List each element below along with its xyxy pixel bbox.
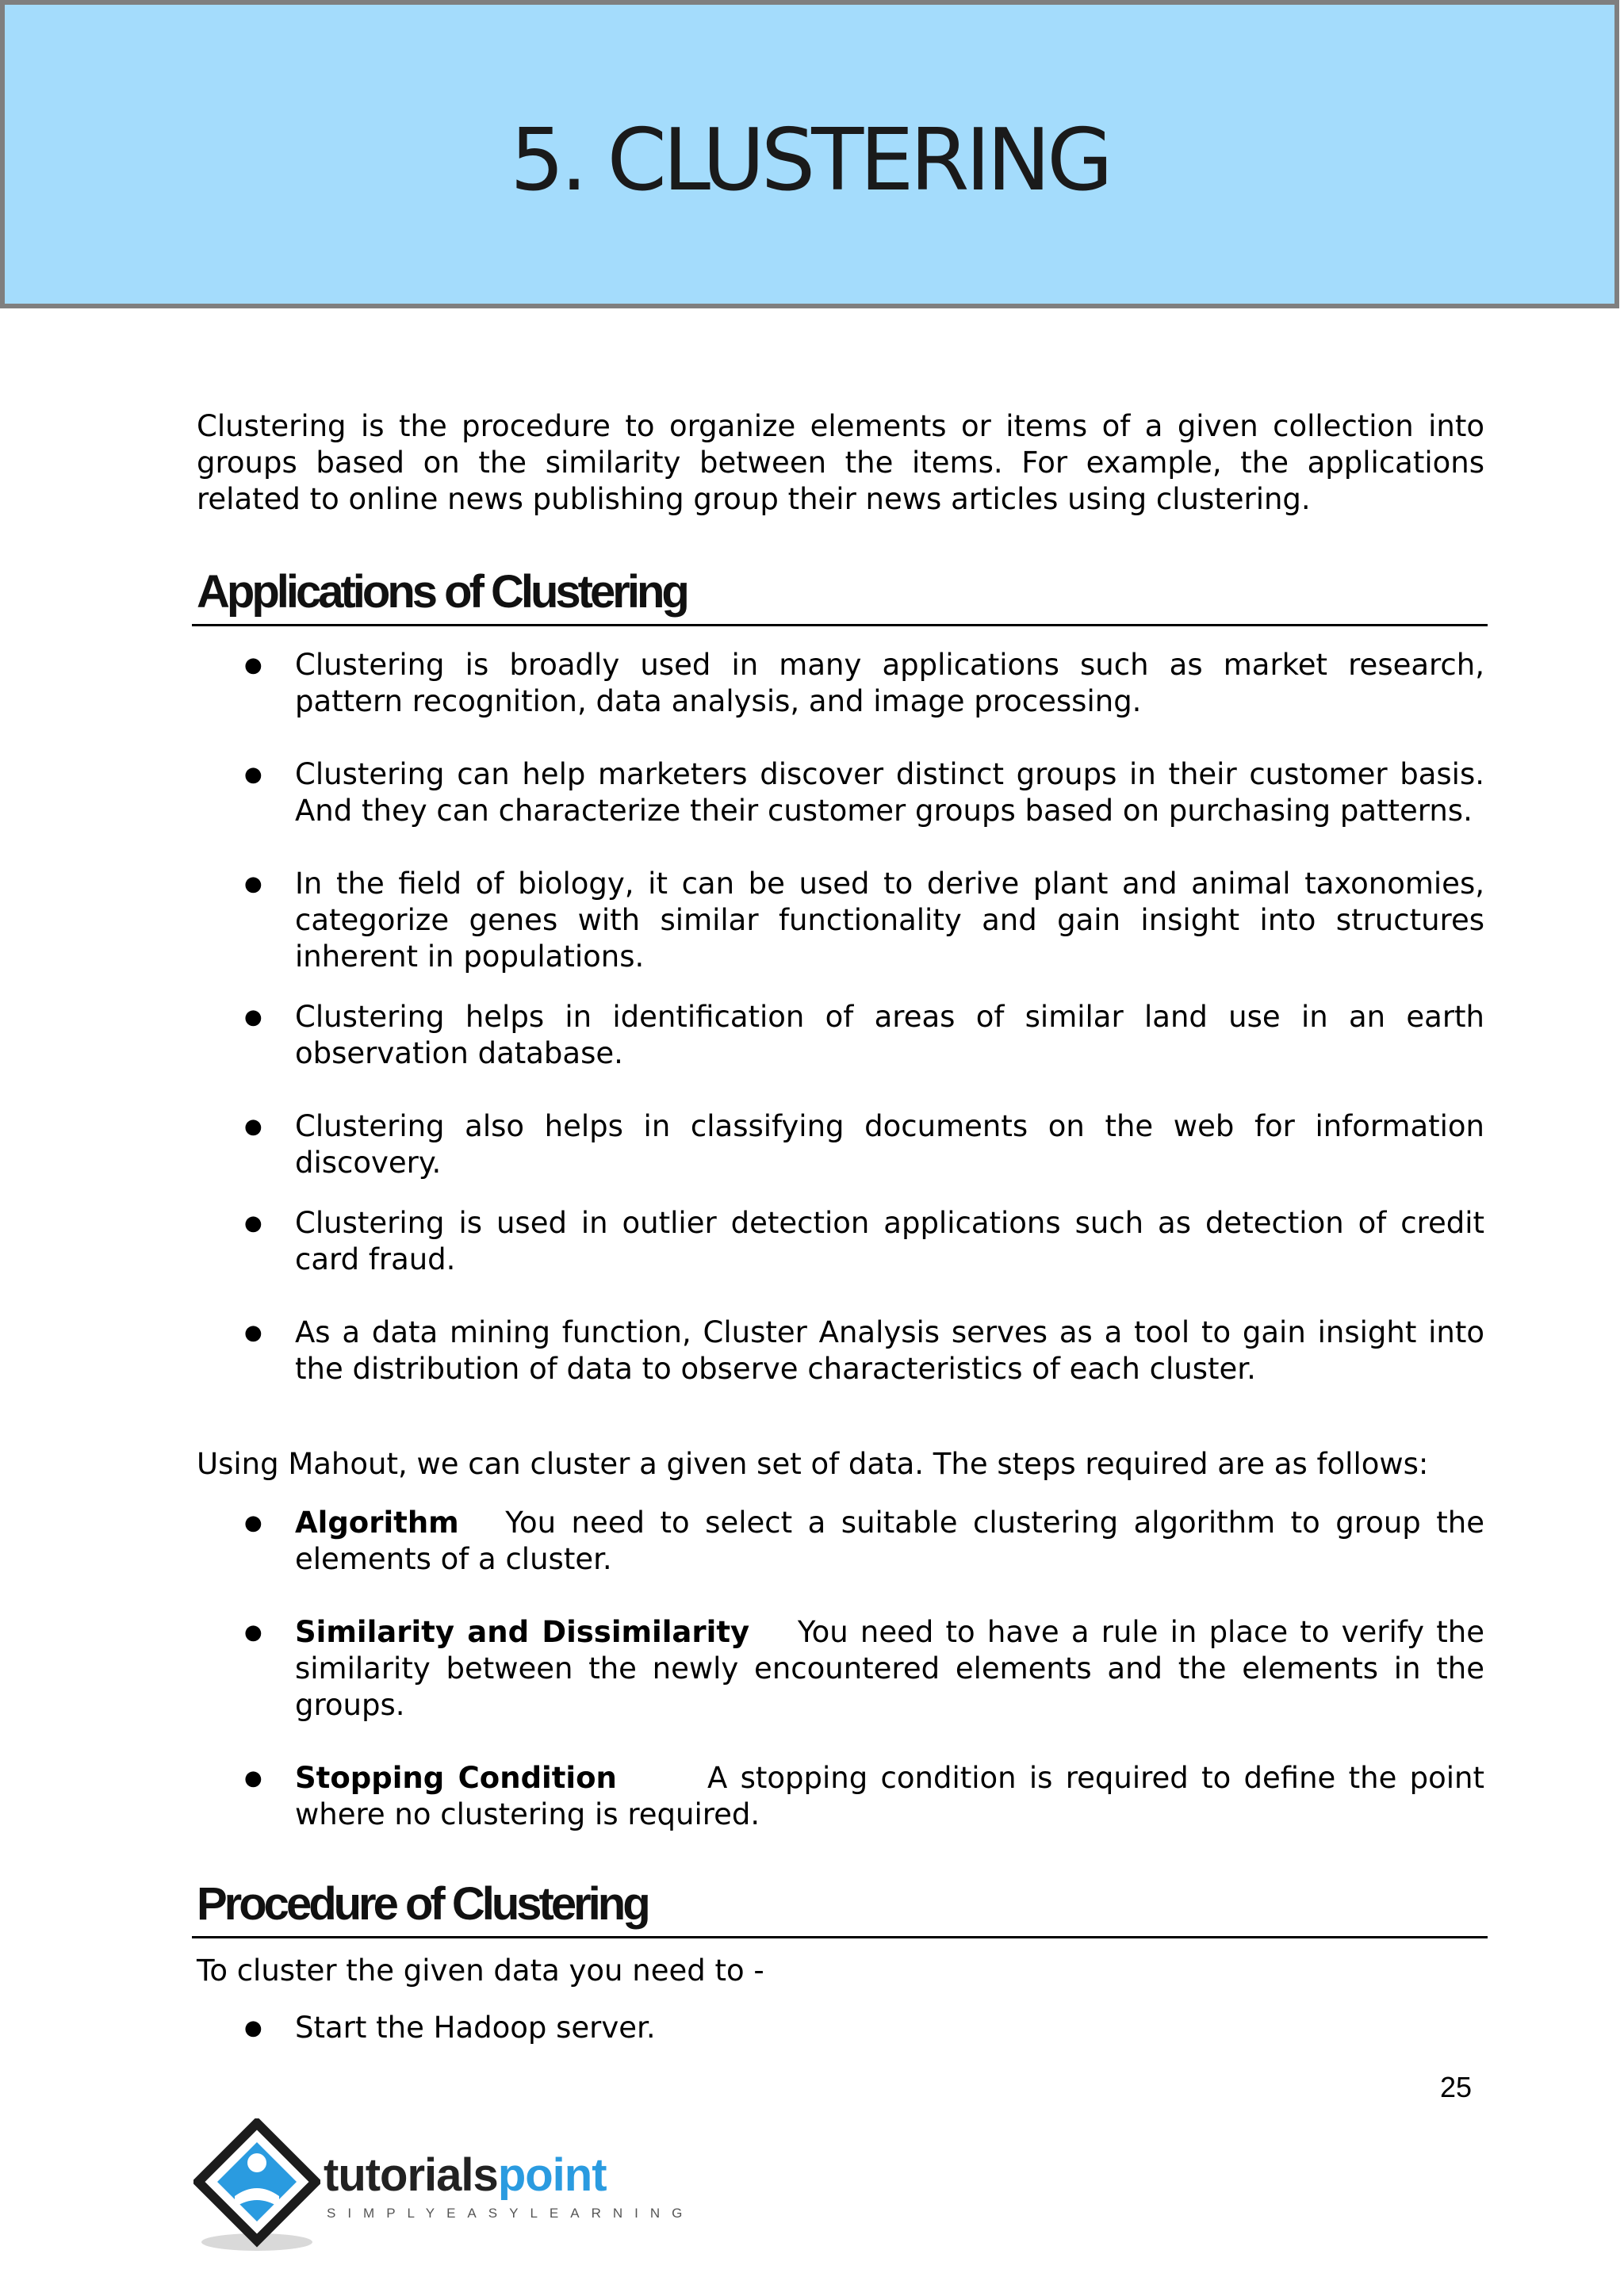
bullet-icon: ● — [244, 1766, 262, 1790]
step-text: You need to have a rule in place to verify the similarity between the newly encountered elements and the elements in the groups. — [295, 1615, 1484, 1722]
tutorialspoint-logo — [193, 2118, 695, 2253]
step-term: Algorithm — [295, 1506, 459, 1540]
list-item: ● Clustering is used in outlier detection applications such as detection of credit card fraud. — [244, 1206, 1484, 1276]
page-number: 25 — [1439, 2071, 1472, 2103]
bullet-icon: ● — [244, 763, 262, 786]
list-item: ● As a data mining function, Cluster Analysis serves as a tool to gain insight into the distribution of data to observe characteristics of each cluster. — [244, 1315, 1484, 1386]
step-text: A stopping condition is required to define the point where no clustering is required. — [295, 1761, 1484, 1831]
bullet-icon: ● — [244, 2016, 262, 2040]
list-item — [197, 1614, 1484, 1724]
step-term: Similarity and Dissimilarity — [295, 1615, 750, 1649]
intro-paragraph: Clustering is the procedure to organize elements or items of a given collection into groups based on the similarity between the items. For example, the applications related to online news publishing group their news articles using clustering. — [197, 409, 1484, 516]
bullet-icon: ● — [244, 653, 262, 677]
procedure-list — [197, 2010, 1484, 2046]
bullet-icon: ● — [244, 1511, 262, 1535]
chapter-title-box — [0, 0, 1619, 308]
bullet-icon: ● — [244, 872, 262, 896]
steps-list — [197, 1505, 1484, 1833]
section-heading-applications: Applications of Clustering — [192, 565, 1488, 626]
bullet-icon: ● — [244, 1621, 262, 1644]
bullet-icon: ● — [244, 1005, 262, 1029]
list-item: ● Start the Hadoop server. — [244, 2011, 656, 2045]
logo-diamond-icon — [193, 2118, 320, 2253]
step-term: Stopping Condition — [295, 1761, 617, 1795]
logo-wordmark: tutorialspoint — [324, 2149, 607, 2201]
bullet-icon: ● — [244, 1115, 262, 1138]
applications-list — [197, 647, 1484, 1387]
page-content — [197, 408, 1484, 2046]
chapter-title: 5. CLUSTERING — [510, 111, 1109, 210]
list-item: ● Clustering can help marketers discover distinct groups in their customer basis. And they can characterize their customer groups based on purchasing patterns. — [244, 757, 1484, 828]
list-item — [197, 1760, 1484, 1833]
procedure-intro: To cluster the given data you need to - — [197, 1954, 764, 1988]
list-item: ● Clustering helps in identification of areas of similar land use in an earth observation database. — [244, 1000, 1484, 1070]
steps-intro: Using Mahout, we can cluster a given set of data. The steps required are as follows: — [197, 1447, 1429, 1481]
bullet-icon: ● — [244, 1321, 262, 1345]
list-item — [197, 1505, 1484, 1578]
logo-tagline: SIMPLYEASYLEARNING — [327, 2206, 695, 2221]
list-item: ● Clustering is broadly used in many applications such as market research, pattern recognition, data analysis, and image processing. — [244, 648, 1484, 718]
section-heading-procedure: Procedure of Clustering — [192, 1877, 1488, 1938]
list-item: ● In the field of biology, it can be used to derive plant and animal taxonomies, categorize genes with similar functionality and gain insight into structures inherent in populations. — [244, 867, 1484, 974]
step-text: You need to select a suitable clustering algorithm to group the elements of a cluster. — [295, 1506, 1484, 1576]
bullet-icon: ● — [244, 1211, 262, 1235]
list-item: ● Clustering also helps in classifying documents on the web for information discovery. — [244, 1109, 1484, 1180]
